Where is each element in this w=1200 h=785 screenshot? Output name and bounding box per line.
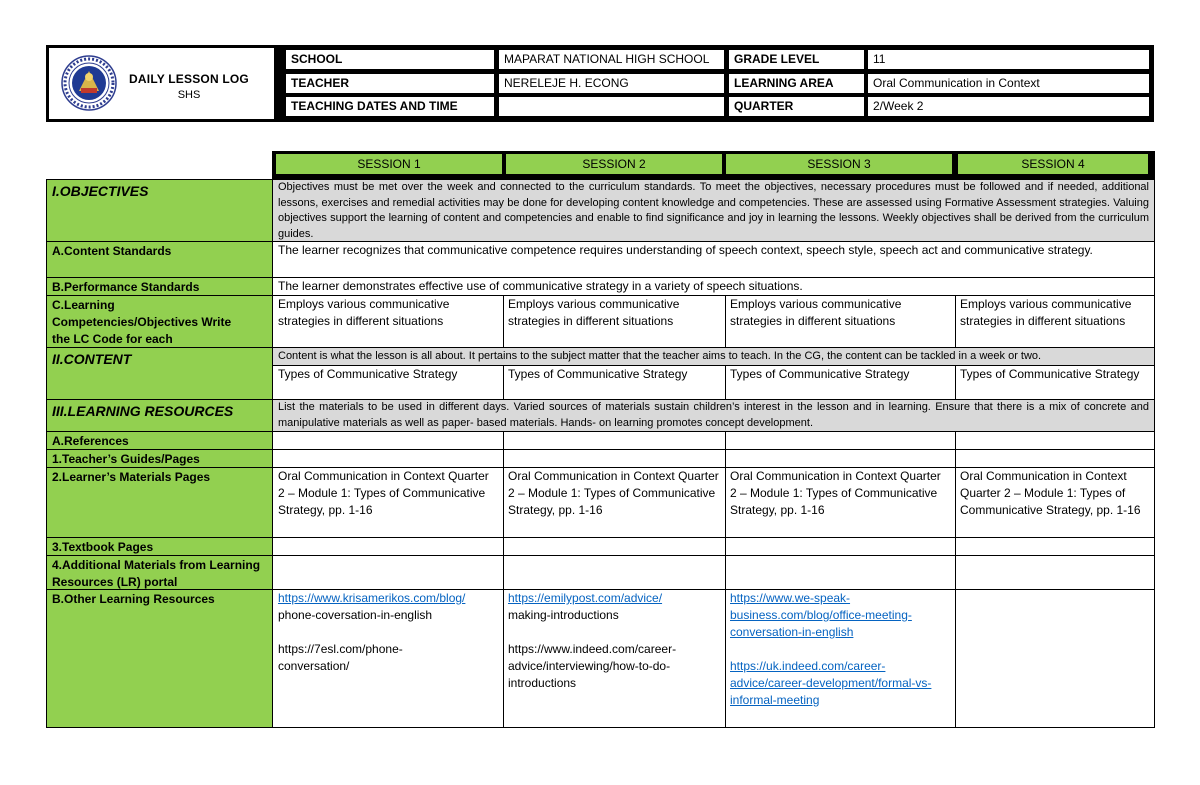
content-label: II.CONTENT [46, 347, 272, 399]
grid-line [955, 431, 956, 727]
competency-session-3: Employs various communicative strategies in different situations [730, 297, 902, 328]
learners-materials-session-3: Oral Communication in Context Quarter 2 – Module 1: Types of Communicative Strategy, pp. 1-16 [730, 469, 941, 517]
other-session-4 [955, 589, 1154, 727]
link-we-speak-business[interactable]: https://www.we-speak-business.com/blog/office-meeting-conversation-in-english [730, 591, 912, 639]
competency-session-4: Employs various communicative strategies in different situations [960, 297, 1132, 328]
row-competencies [46, 295, 1154, 347]
row-performance-standards [46, 277, 1154, 295]
grid-line [503, 365, 504, 399]
performance-standards-text: The learner demonstrates effective use of communicative strategy in a variety of speech situations. [278, 279, 803, 293]
objectives-label: I.OBJECTIVES [46, 179, 272, 241]
grid-line [46, 555, 1155, 556]
competencies-label: C.Learning Competencies/Objectives Write the LC Code for each [46, 295, 272, 347]
dates-label: TEACHING DATES AND TIME [286, 97, 494, 116]
grid-line [272, 179, 273, 728]
other-resources-label: B.Other Learning Resources [46, 589, 272, 727]
row-additional-materials [46, 555, 1154, 589]
grid-line [46, 449, 1155, 450]
resources-text: List the materials to be used in different days. Varied sources of materials sustain children’s interest in the lesson and in learning. Ensure that there is a mix of concrete and manipulative materials as well as paper- based materials. Hands- on learning promotes concept development. [273, 399, 1154, 431]
content-session-1: Types of Communicative Strategy [278, 367, 458, 381]
row-learning-resources [46, 399, 1154, 431]
area-value: Oral Communication in Context [868, 74, 1149, 93]
learners-materials-label: 2.Learner’s Materials Pages [46, 467, 272, 537]
row-teachers-guides [46, 449, 1154, 467]
content-text: Content is what the lesson is all about. It pertains to the subject matter that the teacher aims to teach. In the CG, the content can be tackled in a week or two. [273, 347, 1154, 365]
grid-line [46, 179, 47, 728]
grade-value: 11 [868, 50, 1149, 69]
other-session-1 [273, 589, 503, 727]
session-2-header: SESSION 2 [506, 154, 722, 174]
row-objectives [46, 179, 1154, 241]
content-standards-text: The learner recognizes that communicative competence requires understanding of speech context, speech style, speech act and communicative strategy. [278, 243, 1093, 257]
session-header-bar [272, 151, 1155, 179]
session-1-header: SESSION 1 [276, 154, 502, 174]
content-session-2: Types of Communicative Strategy [508, 367, 688, 381]
school-label: SCHOOL [286, 50, 494, 69]
competency-session-1: Employs various communicative strategies in different situations [278, 297, 450, 328]
grid-line [46, 589, 1155, 590]
competency-session-2: Employs various communicative strategies in different situations [508, 297, 680, 328]
row-textbook [46, 537, 1154, 555]
objectives-text: Objectives must be met over the week and connected to the curriculum standards. To meet the objectives, necessary procedures must be followed and if needed, additional lessons, exercises and remedial activities may be done for developing content knowledge and competencies. These are assessed using Formative Assessment strategies. Valuing objectives support the learning of content and competencies and enable to find significance and joy in learning the lessons. Weekly objectives shall be derived from the curriculum guides. [273, 179, 1154, 241]
references-label: A.References [46, 431, 272, 449]
other-s2-text2: https://www.indeed.com/career-advice/interviewing/how-to-do-introductions [508, 642, 677, 690]
grid-line [46, 277, 1155, 278]
teacher-value: NERELEJE H. ECONG [499, 74, 724, 93]
textbook-label: 3.Textbook Pages [46, 537, 272, 555]
row-references [46, 431, 1154, 449]
content-standards-label: A.Content Standards [46, 241, 272, 277]
grid-line [955, 365, 956, 399]
learners-materials-session-4: Oral Communication in Context Quarter 2 – Module 1: Types of Communicative Strategy, pp. 1-16 [960, 469, 1141, 517]
additional-label: 4.Additional Materials from Learning Resources (LR) portal [46, 555, 272, 589]
performance-standards-label: B.Performance Standards [46, 277, 272, 295]
link-krisamerikos[interactable]: https://www.krisamerikos.com/blog/ [278, 591, 466, 605]
learners-materials-session-2: Oral Communication in Context Quarter 2 – Module 1: Types of Communicative Strategy, pp. 1-16 [508, 469, 719, 517]
row-learners-materials [46, 467, 1154, 537]
link-uk-indeed[interactable]: https://uk.indeed.com/career-advice/career-development/formal-vs-informal-meeting [730, 659, 932, 707]
grid-line [273, 365, 1155, 366]
school-value: MAPARAT NATIONAL HIGH SCHOOL [499, 50, 724, 69]
content-session-3: Types of Communicative Strategy [730, 367, 910, 381]
session-4-header: SESSION 4 [958, 154, 1148, 174]
grid-line [46, 727, 1155, 728]
row-other-resources [46, 589, 1154, 727]
grid-line [725, 431, 726, 727]
session-3-header: SESSION 3 [726, 154, 952, 174]
grid-line [46, 347, 1155, 348]
other-s1-text1: phone-coversation-in-english [278, 608, 433, 622]
grid-line [503, 295, 504, 347]
grid-line [46, 179, 1155, 180]
row-content-standards [46, 241, 1154, 277]
teachers-guides-label: 1.Teacher’s Guides/Pages [46, 449, 272, 467]
deped-seal-icon [61, 55, 117, 111]
link-emilypost[interactable]: https://emilypost.com/advice/ [508, 591, 663, 605]
page-subtitle: SHS [177, 89, 201, 101]
grid-line [46, 295, 1155, 296]
grid-line [46, 241, 1155, 242]
dates-value [499, 97, 724, 116]
learners-materials-session-1: Oral Communication in Context Quarter 2 – Module 1: Types of Communicative Strategy, pp. 1-16 [278, 469, 489, 517]
grid-line [46, 399, 1155, 400]
content-session-4: Types of Communicative Strategy [960, 367, 1140, 381]
grid-line [725, 295, 726, 347]
grid-line [503, 431, 504, 727]
other-s1-text2: https://7esl.com/phone-conversation/ [278, 642, 403, 673]
teacher-label: TEACHER [286, 74, 494, 93]
page-title: DAILY LESSON LOG [129, 72, 249, 86]
grid-line [1154, 179, 1155, 728]
quarter-value: 2/Week 2 [868, 97, 1149, 116]
grid-line [46, 467, 1155, 468]
grid-line [725, 365, 726, 399]
other-session-3 [725, 589, 955, 727]
logo-cell [49, 48, 274, 119]
grid-line [955, 295, 956, 347]
header-table [46, 45, 1154, 122]
area-label: LEARNING AREA [729, 74, 864, 93]
grid-line [46, 537, 1155, 538]
resources-label: III.LEARNING RESOURCES [46, 399, 272, 431]
grade-label: GRADE LEVEL [729, 50, 864, 69]
other-session-2 [503, 589, 725, 727]
quarter-label: QUARTER [729, 97, 864, 116]
other-s2-text1: making-introductions [508, 608, 619, 622]
row-content [46, 347, 1154, 399]
grid-line [46, 431, 1155, 432]
